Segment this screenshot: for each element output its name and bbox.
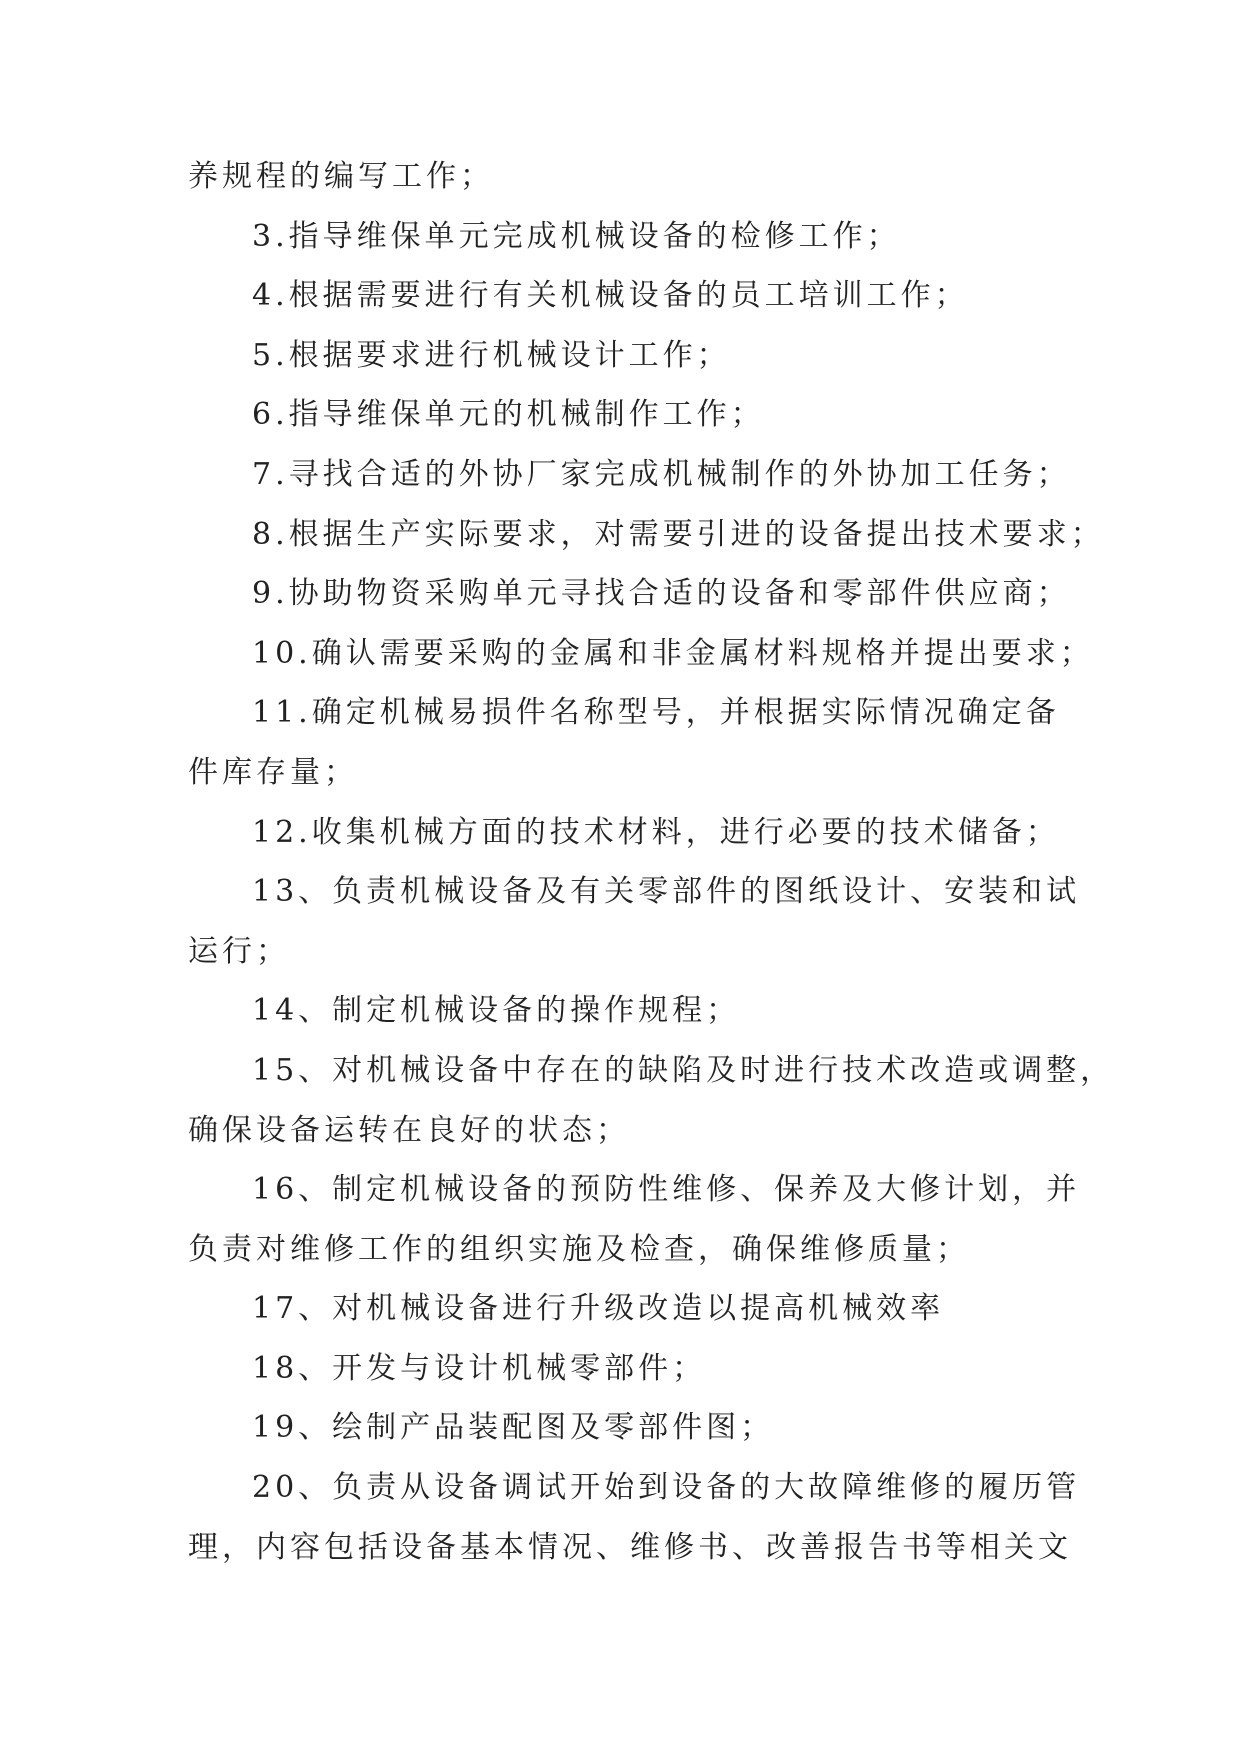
- list-item: 14、制定机械设备的操作规程；: [252, 993, 741, 1029]
- list-item: 13、负责机械设备及有关零部件的图纸设计、安装和试: [252, 874, 1081, 910]
- list-item: 12.收集机械方面的技术材料，进行必要的技术储备；: [252, 814, 1060, 850]
- list-item: 11.确定机械易损件名称型号，并根据实际情况确定备: [252, 695, 1060, 731]
- list-item: 8.根据生产实际要求，对需要引进的设备提出技术要求；: [252, 516, 1105, 552]
- list-item-continuation: 理，内容包括设备基本情况、维修书、改善报告书等相关文: [188, 1529, 1072, 1565]
- list-item: 4.根据需要进行有关机械设备的员工培训工作；: [252, 278, 969, 314]
- list-item: 6.指导维保单元的机械制作工作；: [252, 397, 765, 433]
- list-item-continuation: 运行；: [188, 933, 290, 969]
- list-item: 15、对机械设备中存在的缺陷及时进行技术改造或调整，: [252, 1052, 1115, 1088]
- list-item: 5.根据要求进行机械设计工作；: [252, 337, 731, 373]
- list-item: 9.协助物资采购单元寻找合适的设备和零部件供应商；: [252, 576, 1071, 612]
- list-item: 18、开发与设计机械零部件；: [252, 1350, 707, 1386]
- body-text: [188, 157, 1115, 1587]
- text-line: 养规程的编写工作；: [188, 159, 494, 194]
- list-item: 3.指导维保单元完成机械设备的检修工作；: [252, 218, 901, 254]
- list-item: 17、对机械设备进行升级改造以提高机械效率: [252, 1291, 945, 1327]
- list-item-continuation: 件库存量；: [188, 754, 358, 790]
- list-item-continuation: 确保设备运转在良好的状态；: [188, 1112, 630, 1148]
- list-item: 7.寻找合适的外协厂家完成机械制作的外协加工任务；: [252, 456, 1071, 492]
- list-item: 19、绘制产品装配图及零部件图；: [252, 1410, 775, 1446]
- list-item: 20、负责从设备调试开始到设备的大故障维修的履历管: [252, 1470, 1081, 1506]
- list-item-continuation: 负责对维修工作的组织实施及检查，确保维修质量；: [188, 1231, 970, 1267]
- list-item: 10.确认需要采购的金属和非金属材料规格并提出要求；: [252, 635, 1094, 671]
- list-item: 16、制定机械设备的预防性维修、保养及大修计划，并: [252, 1172, 1081, 1208]
